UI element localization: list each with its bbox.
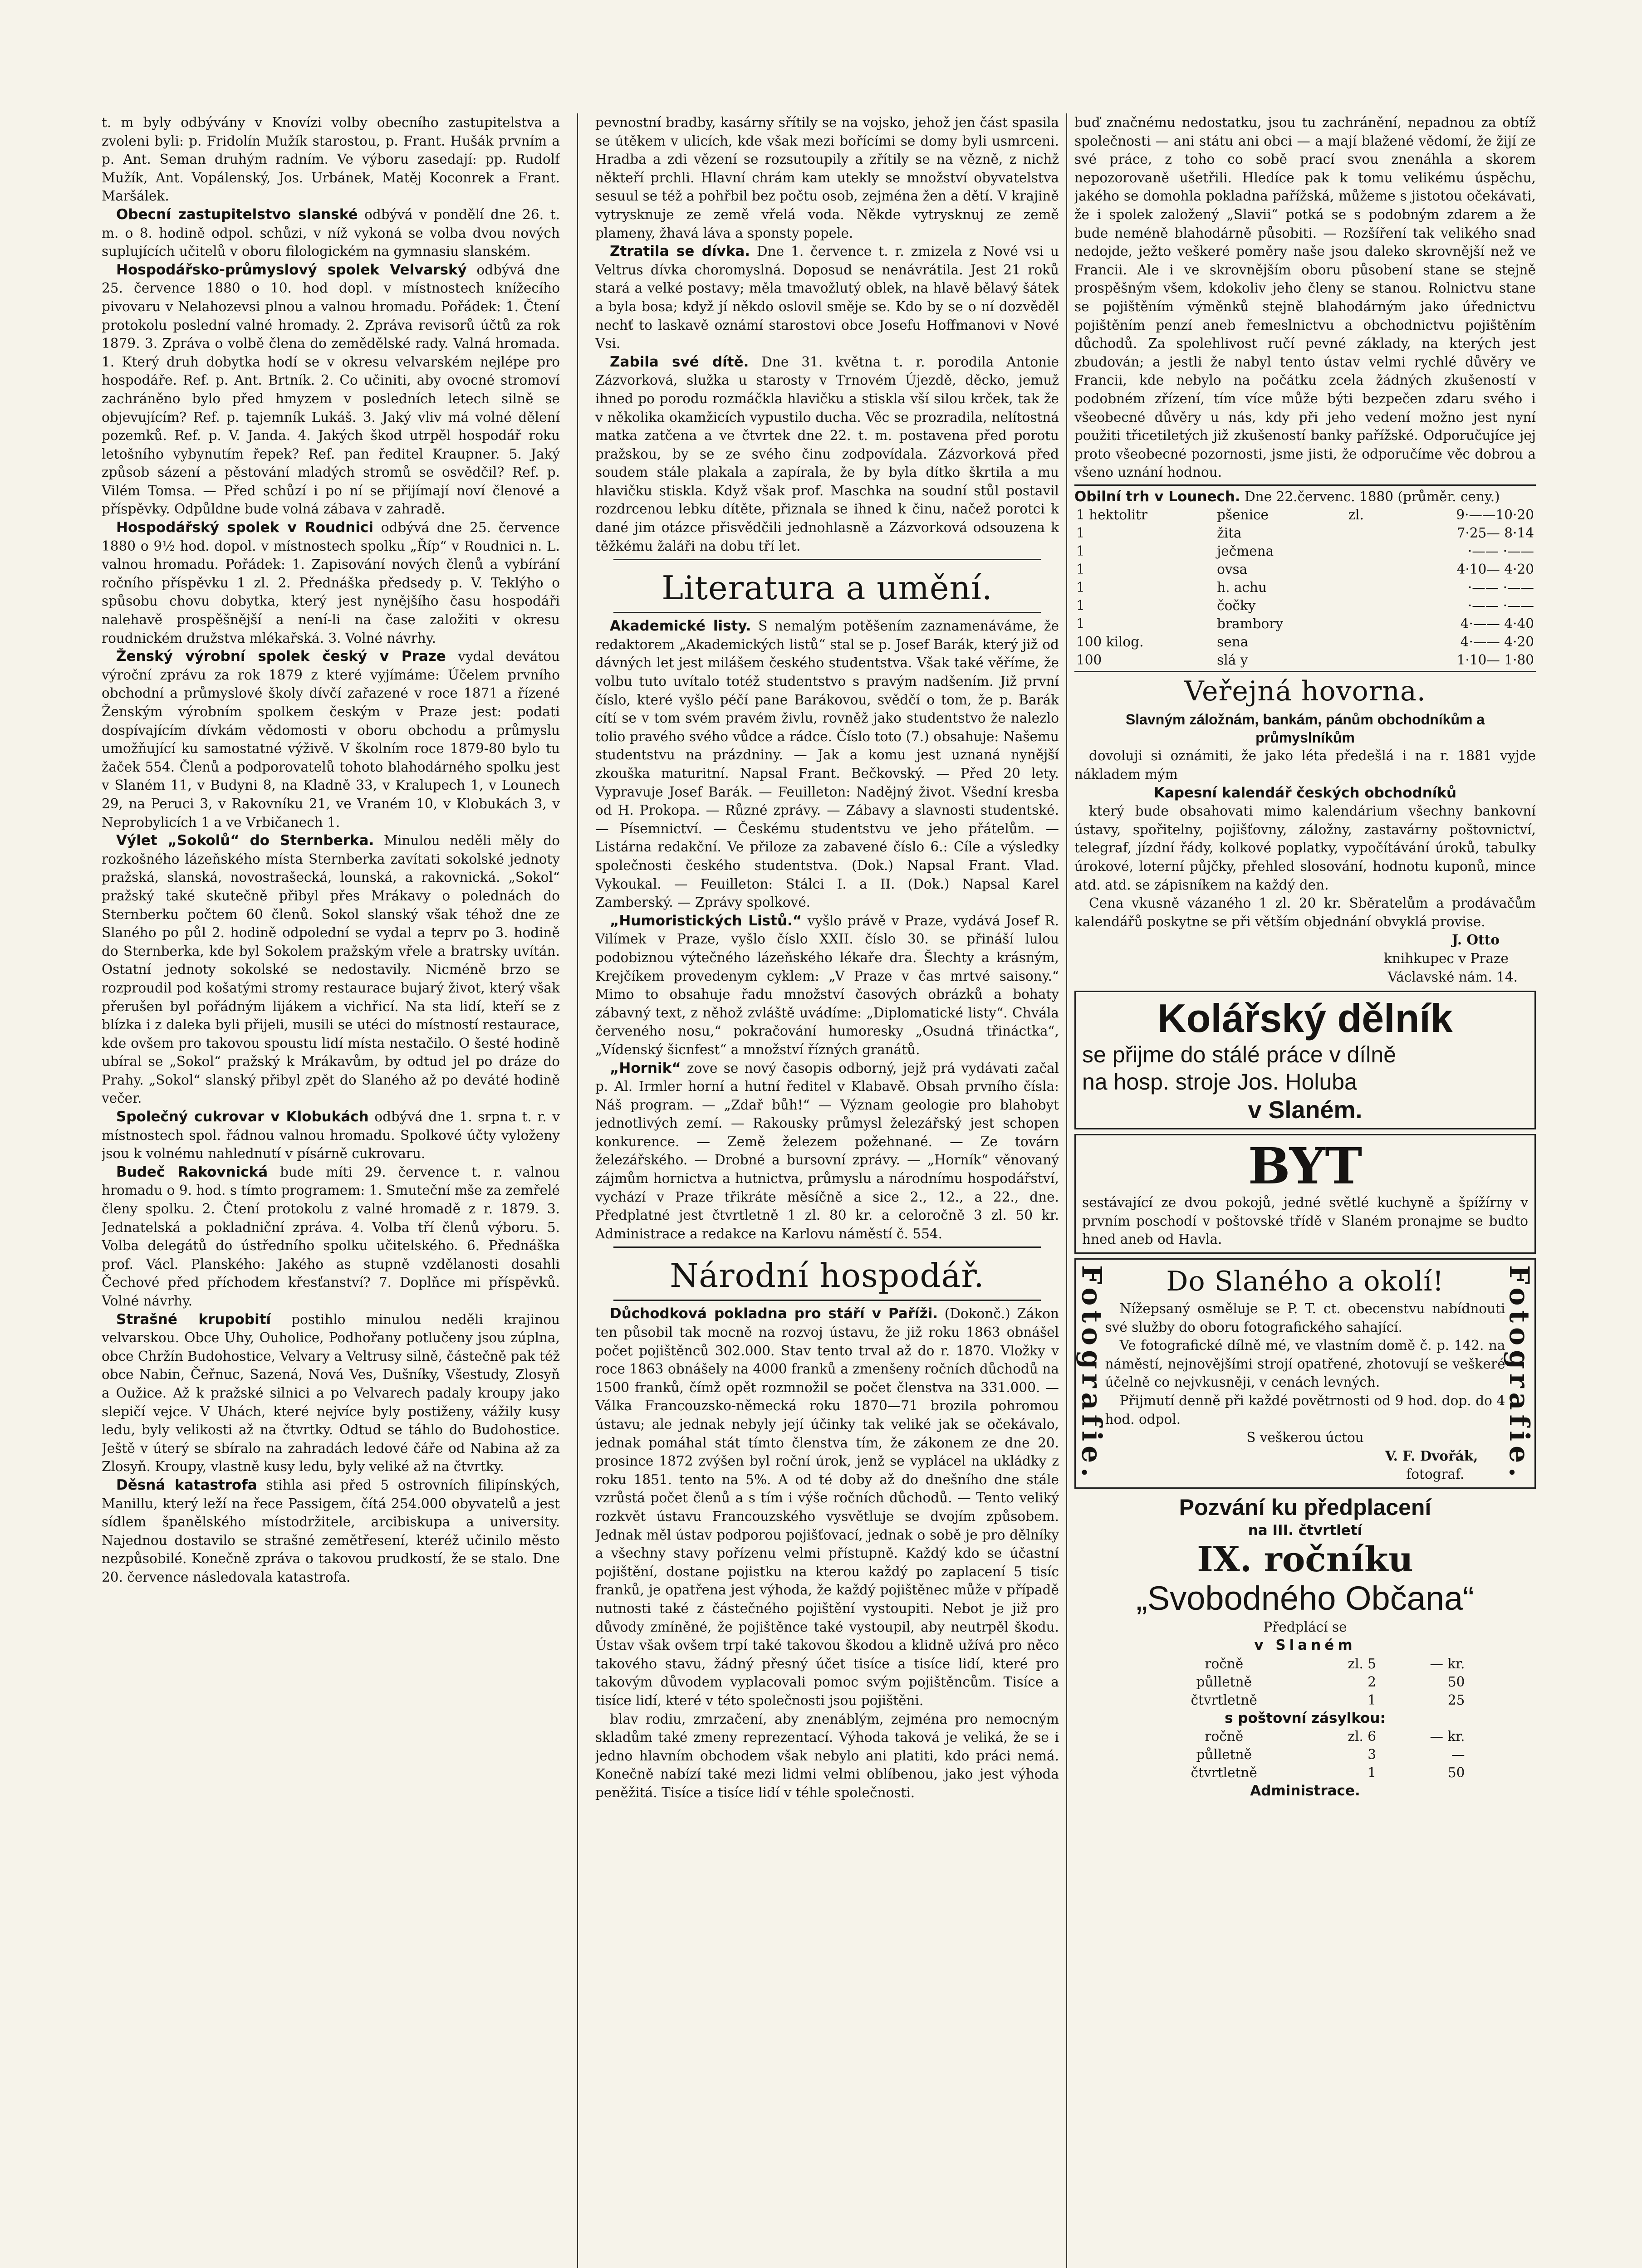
sub-zl: zl. 5 [1348,1656,1377,1672]
qty-cell: 1 [1076,562,1085,577]
sub-period: čtvrtletně [1191,1765,1257,1781]
sub-volume: IX. ročníku [1197,1539,1413,1579]
price-cell: 1·10— 1·80 [1456,652,1534,668]
article-body: odbývá v pondělí dne 26. t. m. o 8. hodině odpol. schůzi, v níž vykoná se volba dvou nových suplujících učitelů v oboru filologickém na gymnasiu slanském. [102,206,560,259]
article-body: stihla asi před 5 ostrovních filipínských, Manillu, který leží na řece Passigem, čítá 254.000 obyvatelů a jest sídlem španělského místodržitele, arcibiskupa a university. Najednou dostavilo se strašné zemětřesení, kteréž učinilo město nezpůsobilé. Konečně zpráva o takovou prudkostí, že se stalo. Dne 20. července následovala katastrofa. [102,1477,560,1585]
price-table [1074,506,1536,669]
article-katastrofa [102,1476,560,1587]
qty-cell: 1 hektolitr [1076,507,1147,523]
article-ztratila-se-divka [595,242,1059,353]
price-cell: 4·10— 4·20 [1456,562,1534,577]
commodity-cell: žita [1217,525,1242,541]
divider [613,1300,1041,1301]
ad-closing: S veškerou úctou [1246,1430,1364,1446]
article-body: vyšlo právě v Praze, vydává Josef R. Vilímek v Praze, vyšlo číslo XXII. číslo 30. se přináší lulou podobiznou výtečného lázeňského lékaře dra. Šlechty a krásným, Krejčíkem provedenym cyklem: „V Praze v čas mrtvé saisony.“ Mimo to obsahuje řadu množství časových obrázků a bohaty zábavný text, z něhož zvláště uvádíme: „Diplomatické listy“. Chvála červeného nosu,“ pokračování humoresky „Osudná třináctka“, „Vídenský šicnfest“ a množství řízných granátů. [595,913,1059,1057]
article-zabila-dite [595,353,1059,556]
column-rule-1 [577,113,578,2268]
headline: Strašné krupobití [116,1311,271,1328]
article-body: (Dokonč.) Zákon ten působil tak mocně na rozvoj ústavu, že již roku 1863 obnášel počet pojištěnců 302.000. Stav tento trval až do r. 1870. Vložky v roce 1863 obnášely na 4000 franků a zmenšeny ročních důchodů na 1500 franků, čímž opět rozmnožil se počet členstva na 331.000. — Válka Francouzsko-německá roku 1870—71 brozila pohromou ústavu; ale jednak nebyly její účinky tak veliké jak se očekávalo, jednak pomáhal stát tímto členstva tím, že zákonem ze dne 20. prosince 1872 zvýšen byl roční úrok, jenž se vyplácel na ukládky z roku 1851. tento na 5%. A od té doby až do dnešního dne stále vzrůstá počet členů a s tím i výše ročních důchodů. — Tento veliký rozkvět ústavu Francouzského vysvětluje se dvojím způsobem. Jednak měl ústav podporou pojišťovací, jednak o sobě je pro dělníky a všechny stavy pořízenu velmi přístupně. Každý kdo se účastní pojištění, dostane pojistku na kterou každý po zaplacení 5 tisíc franků, je opatřena jest výhoda, že každý pojištěnec může v případě nutnosti také z částečného pojištění vystoupiti. Nebot je již pro důvody zmíněné, že pojištěnce také vystoupil, aby neutrpěl škodu. Ústav však ovšem trpí také takovou škodou a klidně užívá pro něco takového stavu, žádný přesný účet tisíce a tisíce lidí, které pro takovým důvodem vyplacovali pomoc svým pojištěncům. Tisíce a tisíce lidí, které v této společnosti jsou pojištěni. [595,1306,1059,1708]
article-body: odbývá dne 1. srpna t. r. v místnostech spol. řádnou valnou hromadu. Spolkové účty vyloženy jsou k volnému nahlednutí v písárně cukrovaru. [102,1109,560,1162]
sub-kr: 50 [1447,1674,1465,1690]
sub-kr: 25 [1447,1692,1465,1708]
article-cukrovar [102,1108,560,1163]
article-body: zove se nový časopis odborný, jejž prá vydávati začal p. Al. Irmler horní a hutní ředitel v Klabavě. Obsah prvního čísla: Náš program. — „Zdař bůh!“ — Význam geologie pro blahobyt jednotlivých zemí. — Rakousky průmysl železářský jest schopen konkurence. — Země železem požehnané. — Ze továrn železářského. — Drobné a bursovní zprávy. — „Horník“ věnovaný zájmům hornictva a hutnictva, průmyslu a národnímu hospodářství, vychází v Praze třikráte měsíčně a sice 2., 12., a 22., dne. Předplatné jest čtvrtletně 1 zl. 80 kr. a celoročně 3 zl. 50 kr. Administrace a redakce na Karlovu náměstí č. 554. [595,1060,1059,1242]
sub-row [1144,1727,1467,1745]
notice-signature-line3: Václavské nám. 14. [1387,969,1518,985]
price-row [1074,633,1536,651]
sub-kr: 50 [1447,1765,1465,1781]
price-row [1074,524,1536,542]
article-body: vydal devátou výroční zprávu za rok 1879 z které vyjímáme: Účelem prvního obchodní a průmyslové školy dívčí zařazené v roce 1871 a řízené Ženským výrobním spolkem českým v Praze jest: podati dospívajícím dívkám vědomosti v oboru obchodu a průmyslu umožňující ku samostatné výživě. V školním roce 1879-80 bylo tu žaček 554. Členů a podporovatelů tohoto blahodárného spolku jest v Slaném 11, v Budyni 8, na Kladně 33, v Kralupech 1, v Lounech 29, na Peruci 3, v Rakovníku 21, ve Vraném 10, v Klobukách 3, v Neprobylicích 1 a ve Vrbičanech 1. [102,649,560,830]
notice-price: Cena vkusně vázaného 1 zl. 20 kr. Sběratelům a prodávačům kalendářů poskytne se při větším objednání obvyklá provise. [1074,895,1536,929]
commodity-cell: brambory [1217,616,1284,632]
ad-body: Nížepsaný osměluje se P. T. ct. obecenstvu nabídnouti své služby do oboru fotografického sahající. [1105,1300,1505,1335]
column-3 [1074,113,1536,2268]
ad-body: sestávající ze dvou pokojů, jedné světlé kuchyně a špížírny v prvním poschodí v poštovské třídě v Slaném pronajme se budto hned aneb od Havla. [1082,1195,1528,1247]
sub-zl: 1 [1368,1765,1377,1781]
ad-signature-line2: fotograf. [1406,1466,1465,1482]
commodity-cell: slá y [1217,652,1248,668]
sub-quarter: na III. čtvrtletí [1248,1522,1363,1539]
section-title-narodni-hospodar: Národní hospodář. [670,1256,985,1295]
sub-admin: Administrace. [1250,1783,1360,1799]
sub-kr: — kr. [1430,1656,1465,1672]
article-humoristicke-listy [595,912,1059,1059]
price-cell: 4·—— 4·40 [1460,616,1534,632]
headline: Akademické listy. [610,618,751,635]
market-report [1074,484,1536,673]
sub-paper-name: „Svobodného Občana“ [1136,1579,1474,1617]
sub-row [1144,1764,1467,1782]
headline: Hospodářský spolek v Roudnici [116,519,373,536]
headline: Zabila své dítě. [610,353,749,370]
sub-place: v Slaném [1254,1637,1356,1654]
divider [613,1246,1041,1248]
sub-zl: 2 [1368,1674,1377,1690]
sub-zl: 1 [1368,1692,1377,1708]
price-cell: 7·25— 8·14 [1456,525,1534,541]
article-budec [102,1163,560,1310]
article-zensky-spolek [102,647,560,831]
article-hornik [595,1059,1059,1243]
sub-period: půlletně [1196,1674,1252,1690]
sub-zl: 3 [1368,1747,1377,1763]
ad-fotografie [1074,1258,1536,1489]
article-body: Dne 31. května t. r. porodila Antonie Zázvorková, služka u starosty v Trnovém Újezdě, děcko, jemuž ihned po porodu rozmáčkla hlavičku a stiskla vší silou krček, tak že v několika okamžicích vypustilo ducha. Věc se prozradila, nelítostná matka zatčena a ve čtvrtek dne 22. t. m. postavena před porotu pražskou, by se ze svého činu zodpovídala. Zázvorková před soudem stále plakala a zapírala, že by byla dítko škrtila a mu hlavičku stiskla. Když však prof. Maschka na soudní stůl postavil rozdrcenou lebku dítěte, přiznala se ihned k činu, načež porotci k dané jim otázce přisvědčili jednohlasně a Zázvorková odsouzena k těžkému žaláři na dobu tří let. [595,354,1059,554]
headline: Společný cukrovar v Klobukách [116,1109,369,1125]
article-obecni-zastupitelstvo [102,205,560,261]
commodity-cell: h. achu [1217,580,1267,596]
commodity-cell: ovsa [1217,562,1248,577]
price-row [1074,596,1536,615]
unit-cell: zl. [1348,507,1364,523]
unit-cell [1347,560,1383,578]
article-body: Dne 1. července t. r. zmizela z Nové vsi u Veltrus dívka choromyslná. Doposud se nenávrátila. Jest 21 roků stará a velké postavy; měla tmavožlutý oblek, na hlavě bělavý šátek a byla bosa; když jí někdo oslovil směje se. Kdo by se o ní dozvěděl nechť to laskavě oznámí starostovi obce Josefu Hoffmanovi v Nové Vsi. [595,244,1059,352]
notice-heading: Slavným záložnám, bankám, pánům obchodníkům a průmyslníkům [1125,711,1485,746]
commodity-cell: ječmena [1217,543,1274,559]
sub-kr: — [1451,1747,1465,1763]
headline: Děsná katastrofa [116,1476,257,1493]
qty-cell: 100 kilog. [1076,634,1144,650]
notice-calendar-name: Kapesní kalendář českých obchodníků [1153,784,1457,801]
price-row [1074,506,1536,524]
article-continuation: pevnostní bradby, kasárny sřítily se na vojsko, jehož jen část spasila se útěkem v ulicích, kde však mezi bořícími se domy byli usmrceni. Hradba a zdi vězení se rozsutoupily a zřítily se na vězně, z nichž někteří prchli. Hlavní chrám kam utekly se množství obyvatelstva sesuul se též a pohřbil bez počtu osob, zejména žen a dětí. V krajině vytrysknuje ze země vřelá voda. Někde vytrysknuj ze země plameny, žhavá láva a sponsty popele. [595,115,1059,241]
article-akademicke-listy [595,617,1059,912]
unit-cell [1347,596,1383,615]
price-row [1074,615,1536,633]
price-cell: ·—— ·—— [1467,580,1534,596]
sub-row [1144,1673,1467,1691]
headline: Ztratila se dívka. [610,243,750,260]
article-continuation: buď značnému nedostatku, jsou tu zachránění, nepadnou za obtíž společnosti — ani státu ani obci — a mají blažené vědomí, že žijí ze své práce, z toho co sobě prací svou znenáhla a skorem nepozorovaně ušetřili. Hledíce pak k tomu velikému úspěchu, jakého se domohla pokladna pařížská, můžeme s jistotou očekávati, že i spolek založený „Slavii“ potká se s podobným zdarem a že bude neméně blahodárně působiti. — Rozšíření tak velikého snad nedojde, ježto veškeré poměry naše jsou daleko skrovnější než ve Francii. Ale i ve skrovnějším oboru působení stane se stejně prospěšným všem, kdokoliv jeho členy se stanou. Rolnictvu stane se pojištěním výměnků stejně blahodárným jako úřednictvu pojištěním penzí aneb řemeslnictvu a obchodnictvu pojištěním důchodů. Za spolehlivost ručí pevné základy, na kterých jest zbudován; a jestli že nabyl tento ústav velmi rychlé důvěry ve Francii, kde nebylo na počátku zcela žádných zkušeností v podobném zřízení, tím více může býti bezpečen zdaru svého i všeobecné důvěry u nás, kdy při jeho vedení možno jest nyní použiti třicetiletých již zkušeností banky pařížské. Odporučujíce jej proto všeobecné pozornosti, jsme jisti, že odporučíme věc dobrou a všeno uznání hodnou. [1074,115,1536,480]
subscription-box [1074,1493,1536,1800]
ad-content [1105,1263,1505,1484]
unit-cell [1347,651,1383,669]
price-row [1074,542,1536,560]
notice-signature-line2: knihkupec v Praze [1383,951,1509,966]
market-date: Dne 22.červenc. 1880 (průměr. ceny.) [1245,489,1500,504]
qty-cell: 1 [1076,543,1085,559]
sub-row [1144,1745,1467,1764]
article-velvarsky-spolek [102,261,560,518]
article-duchodkova-pokladna-cont: blav rodiu, zmrzačení, aby znenáblým, zejména pro nemocným skladům také zmeny reprezentací. Výhoda taková je veliká, že se i jedno hlavním obchodem však nebylo ani platiti, kdo práci nemá. Konečně nabízí také mezi lidmi velmi oblíbenou, jako jest výhoda peněžitá. Tisíce a tisíce lidí v téhle společnosti. [595,1711,1059,1800]
sub-row [1144,1655,1467,1673]
headline: Ženský výrobní spolek český v Praze [116,648,446,665]
price-cell: 9·——10·20 [1456,507,1534,523]
notice-body2: který bude obsahovati mimo kalendárium všechny bankovní ústavy, spořitelny, pojišťovny, záložny, zastavárny poštovnictví, telegraf, jízdní řády, kolkové poplatky, vypočítávání úroků, tabulky úrokové, loterní půjčky, přehled slosování, hodnotu kuponů, mince atd. atd. se zápisníkem na každý den. [1074,803,1536,893]
section-title-literatura: Literatura a umění. [662,569,993,607]
sub-price-table-post [1144,1727,1467,1782]
ad-line: se přijme do stálé práce v dílně [1082,1042,1397,1068]
sub-row [1144,1691,1467,1709]
ad-side-label-left: Fotografie. [1075,1265,1108,1482]
price-row [1074,651,1536,669]
price-cell: ·—— ·—— [1467,598,1534,614]
sub-zl: zl. 6 [1348,1729,1377,1745]
sub-period: ročně [1205,1729,1244,1745]
ad-side-label-right: Fotografie. [1503,1265,1535,1482]
sub-post-label: s poštovní zásylkou: [1225,1710,1386,1726]
sub-title: Pozvání ku předplacení [1179,1494,1431,1520]
price-cell: 4·—— 4·20 [1460,634,1534,650]
divider [613,612,1041,613]
column-2 [595,113,1059,2268]
price-cell: ·—— ·—— [1467,543,1534,559]
market-title: Obilní trh v Lounech. [1074,488,1240,505]
article-vylet-sokolu [102,831,560,1108]
ad-line: v Slaném. [1248,1096,1363,1124]
sub-price-table [1144,1655,1467,1709]
article-knovize: t. m byly odbývány v Knovízi volby obecního zastupitelstva a zvoleni byli: p. Fridolín Mužík starostou, p. Frant. Hušák prvním a p. Ant. Seman druhým radním. Ve výboru zasedají: pp. Rudolf Mužík, Ant. Vopálenský, Jos. Urbánek, Matěj Koconrek a Frant. Maršálek. [102,115,560,204]
article-duchodkova-pokladna [595,1305,1059,1710]
headline: Výlet „Sokolů“ do Sternberka. [116,832,374,849]
ad-line: na hosp. stroje Jos. Holuba [1082,1069,1357,1095]
ad-kolarsky-delnik [1074,991,1536,1129]
sub-kr: — kr. [1430,1729,1465,1745]
qty-cell: 100 [1076,652,1102,668]
notice-signature: J. Otto [1452,932,1500,948]
article-roudnice-spolek [102,518,560,647]
qty-cell: 1 [1076,598,1085,614]
ad-body: Přijmutí denně při každé povětrnosti od 9 hod. dop. do 4 hod. odpol. [1105,1393,1505,1427]
article-body: Minulou neděli měly do rozkošného lázeňského místa Sternberka zavítati sokolské jednoty pražská, slanská, novostrašecká, lounská, a rakovnická. „Sokol“ pražský také skutečně přibyl přes Mrákavy o polednách do Sternberku počtem 60 členů. Sokol slanský však téhož dne ze Slaného po půl 2. hodině odpolední se vydal a teprv po 3. hodině do Sternberka, kde byl Sokolem pražským vřele a bratrsky uvítán. Ostatní jednoty sokolské se nedostavily. Nicméně brzo se rozproudil pod košatými stromy restaurace bujarý život, který však přerušen byl pořádným lijákem a vichřicí. Na sta lidí, kteří se z blízka i z daleka byli přijeli, musili se utéci do místností restaurace, kde ovšem pro takovou spoustu lidí místa nestačilo. O šesté hodině ubíral se „Sokol“ pražský k Mrákavům, by odtud jel po dráze do Prahy. „Sokol“ slanský přibyl zpět do Slaného až po deváté hodině večer. [102,833,560,1106]
column-1 [102,113,560,2268]
unit-cell [1347,615,1383,633]
article-krupobiti [102,1310,560,1476]
divider [613,559,1041,560]
sub-period: ročně [1205,1656,1244,1672]
qty-cell: 1 [1076,525,1085,541]
commodity-cell: čočky [1217,598,1256,614]
price-row [1074,578,1536,596]
column-rule-2 [1066,113,1067,2268]
sub-prefix: Předplácí se [1263,1619,1347,1635]
headline: Budeč Rakovnická [116,1163,268,1180]
article-body: bude míti 29. července t. r. valnou hromadu o 9. hod. s tímto programem: 1. Smuteční mše za zemřelé členy spolku. 2. Čtení protokolu z valné hromadě z r. 1879. 3. Jednatelská a pokladniční zpráva. 4. Volba tří členů výboru. 5. Volba delegátů do ústředního spolku učitelského. 6. Přednáška prof. Václ. Planského: Jakého as stupně vzdělanosti dosahli Čechové před příchodem křesťanství? 7. Doplňce mi příspěvků. Volné návrhy. [102,1164,560,1309]
article-body: odbývá dne 25. července 1880 o 9½ hod. dopol. v místnostech spolku „Říp“ v Roudnici n. L. valnou hromadu. Pořádek: 1. Zapisování nových členů a vybírání ročního příspěvku 1 zl. 2. Přednáška předsedy p. V. Teklýho o spůsobu chovu dobytka, který jest nynějšího času hospodáři nalehavě prospěšnější a není-li na čase založiti v okresu roudnickém družstva mlékařská. 3. Volné návrhy. [102,520,560,646]
qty-cell: 1 [1076,616,1085,632]
headline: Důchodková pokladna pro stáří v Paříži. [610,1305,938,1322]
ad-signature: V. F. Dvořák, [1385,1447,1478,1464]
headline: „Hornik“ [610,1060,681,1076]
commodity-cell: sena [1217,634,1249,650]
unit-cell [1347,633,1383,651]
headline: Obecní zastupitelstvo slanské [116,206,358,223]
headline: Hospodářsko-průmyslový spolek Velvarský [116,261,467,278]
unit-cell [1347,578,1383,596]
qty-cell: 1 [1076,580,1085,596]
unit-cell [1347,524,1383,542]
ad-title: Kolářský dělník [1157,996,1453,1041]
sub-period: čtvrtletně [1191,1692,1257,1708]
ad-byt [1074,1134,1536,1254]
ad-title: Do Slaného a okolí! [1166,1265,1444,1297]
article-body: S nemalým potěšením zaznamenáváme, že redaktorem „Akademických listů“ stal se p. Josef Barák, který již od dávných let jest milášem českého studentstva. Však také věříme, že volbu tuto uvítalo totéž studentstvo s pravým nadšením. Již první číslo, které vyšlo péčí pane Barákovou, svědčí o tom, že p. Barák cítí se v tom svém pravém živlu, rovněž jako studentstvo že nalezlo tolio pravého svého vůdce a rádce. Číslo toto (7.) obsahuje: Našemu studentstvu na prázdniny. — Jak a komu jest uznaná nynější zkouška maturitní. Napsal Frant. Bečkovský. — Před 20 lety. Vypravuje Josef Barák. — Feuilleton: Nadějný život. Všední kresba od H. Prokopa. — Různé zprávy. — Zábavy a slavnosti studentské. — Písemnictví. — Českému studentstvu ve jeho přátelům. — Listárna redakční. Ve přiloze za zabavené číslo 6.: Cíle a výsledky společnosti českého studentstva. (Dok.) Napsal Frant. Vlad. Vykoukal. — Feuilleton: Stálci I. a II. (Dok.) Napsal Karel Zamberský. — Zprávy spolkové. [595,618,1059,910]
sub-period: půlletně [1196,1747,1252,1763]
price-row [1074,560,1536,578]
unit-cell [1347,542,1383,560]
article-body: postihlo minulou neděli krajinou velvarskou. Obce Uhy, Ouholice, Podhořany potlučeny jsou zúplna, obce Chržín Budohostice, Velvary a Veltrusy silně, částečně pak též obce Nabin, Čeřnuc, Sazená, Nová Ves, Dušníky, Všestudy, Zlosyň a Oužice. Až k pražské silnici a po Velvarech padaly kroupy jako slepičí vejce. V Uhách, které nejvíce byly postiženy, vážily kusy ledu, byly velikosti až na čtvrtky. Odtud se táhlo do Budohostice. Ještě v úterý se sbíralo na zahradách ledové čáře od Nabina až za Zlosyň. Kroupy, vlastně kusy ledu, byly veliké až na čtvrtky. [102,1311,560,1475]
commodity-cell: pšenice [1217,507,1269,523]
notice-title: Veřejná hovorna. [1184,675,1426,708]
ad-body: Ve fotografické dílně mé, ve vlastním domě č. p. 142. na náměstí, nejnovějšími strojí opatřené, zhotovují se veškeré účelně co nejvkusněji, v cenách levných. [1105,1338,1505,1390]
ad-title: BYT [1248,1137,1363,1196]
article-body: odbývá dne 25. července 1880 o 10. hod dopl. v místnostech knížecího pivovaru v Nelahozevsi plnou a valnou hromadu. Pořádek: 1. Čtení protokolu poslední valné hromady. 2. Zpráva revisorů účtů za rok 1879. 3. Zpráva o volbě člena do zemědělské rady. Valná hromada. 1. Který druh dobytka hodí se v okresu velvarském nejlépe pro hospodáře. Ref. p. Ant. Brtník. 2. Co učiniti, aby ovocné stromoví zachráněno bylo před hmyzem v posledních letech silně se objevujícím? Ref. p. tajemník Lukáš. 3. Jaký vliv má volné dělení pozemků. Ref. p. V. Janda. 4. Jakých škod utrpěl hospodář roku letošního vybynutím řepek? Ref. pan ředitel Kraupner. 5. Jaký způsob sázení a pěstování mladých stromů se osvědčil? Ref. p. Vilém Tomsa. — Před schůzí i po ní se přijímají noví členové a příspěvky. Odpůldne bude volná zábava v zahradě. [102,262,560,517]
headline: „Humoristických Listů.“ [610,912,802,929]
notice-body: dovoluji si oznámiti, že jako léta předešlá i na r. 1881 vyjde nákladem mým [1074,748,1536,782]
